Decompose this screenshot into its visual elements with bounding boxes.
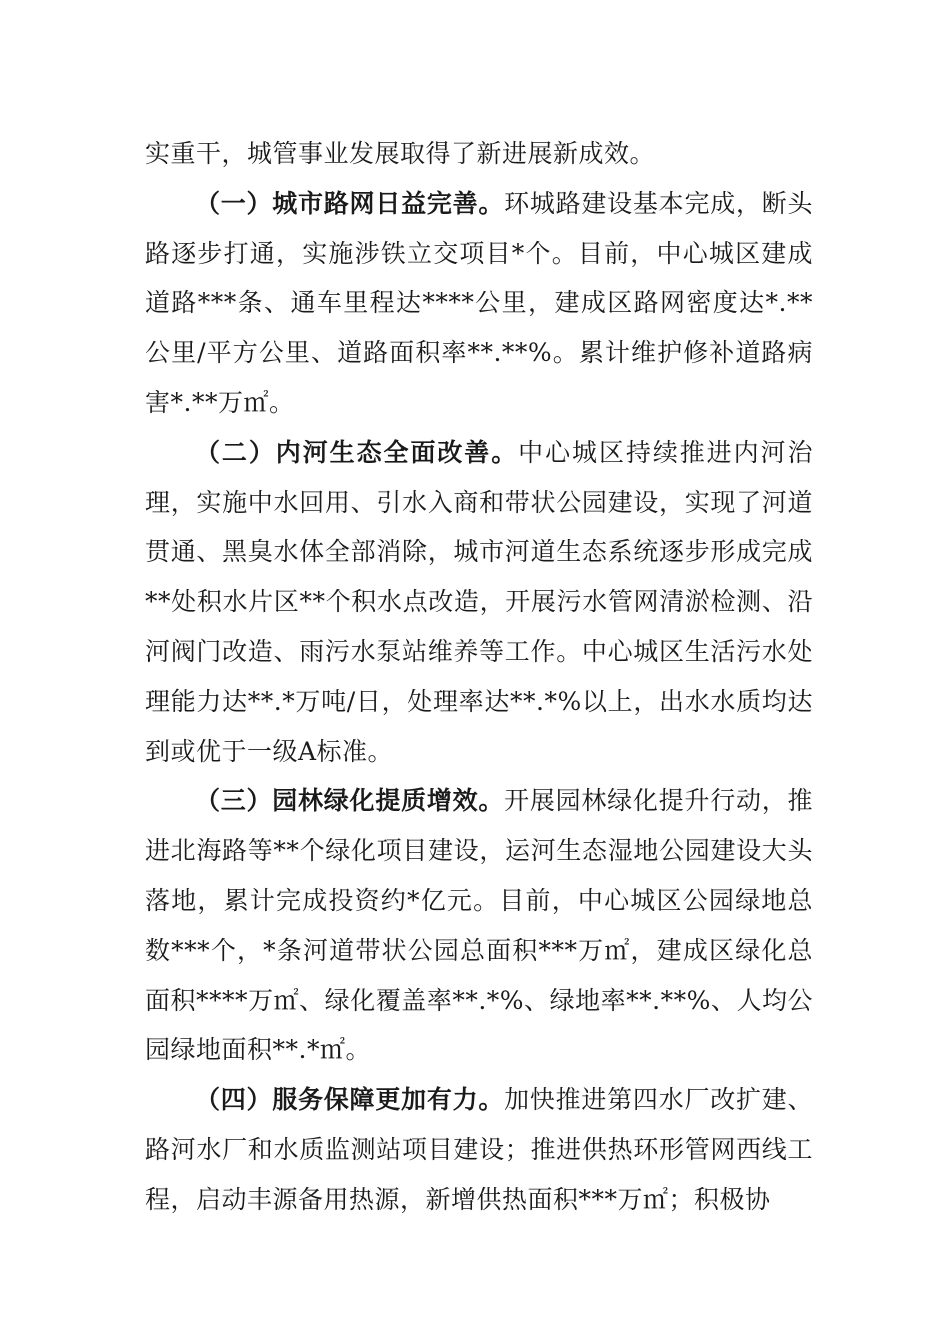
section-heading: （二）内河生态全面改善。 (195, 437, 519, 467)
paragraph-body: 环城路建设基本完成，断头路逐步打通，实施涉铁立交项目*个。目前，中心城区建成道路***条、通车里程达****公里，建成区路网密度达*.**公里/平方公里、道路面积率**.**%。累计维护修补道路病害*.**万㎡。 (145, 188, 813, 417)
section-heading: （一）城市路网日益完善。 (195, 188, 505, 218)
paragraph-body: 加快推进第四水厂改扩建、路河水厂和水质监测站项目建设；推进供热环形管网西线工程，启动丰源备用热源，新增供热面积***万㎡；积极协 (145, 1085, 813, 1214)
section-heading: （四）服务保障更加有力。 (195, 1085, 505, 1115)
paragraph-intro-continuation (145, 129, 813, 179)
paragraph-road-network (145, 179, 813, 428)
paragraph-landscaping (145, 776, 813, 1075)
section-heading: （三）园林绿化提质增效。 (195, 786, 505, 816)
paragraph-body: 实重干，城管事业发展取得了新进展新成效。 (145, 139, 656, 168)
paragraph-body: 中心城区持续推进内河治理，实施中水回用、引水入商和带状公园建设，实现了河道贯通、黑臭水体全部消除，城市河道生态系统逐步形成完成**处积水片区**个积水点改造，开展污水管网清淤检测、沿河阀门改造、雨污水泵站维养等工作。中心城区生活污水处理能力达**.*万吨/日，处理率达**.*%以上，出水水质均达到或优于一级A标准。 (145, 437, 813, 766)
paragraph-river-ecology (145, 428, 813, 777)
paragraph-body: 开展园林绿化提升行动，推进北海路等**个绿化项目建设，运河生态湿地公园建设大头落地，累计完成投资约*亿元。目前，中心城区公园绿地总数***个，*条河道带状公园总面积***万㎡，建成区绿化总面积****万㎡、绿化覆盖率**.*%、绿地率**.**%、人均公园绿地面积**.*㎡。 (145, 786, 813, 1065)
document-body (145, 129, 813, 1225)
paragraph-service-support (145, 1075, 813, 1224)
